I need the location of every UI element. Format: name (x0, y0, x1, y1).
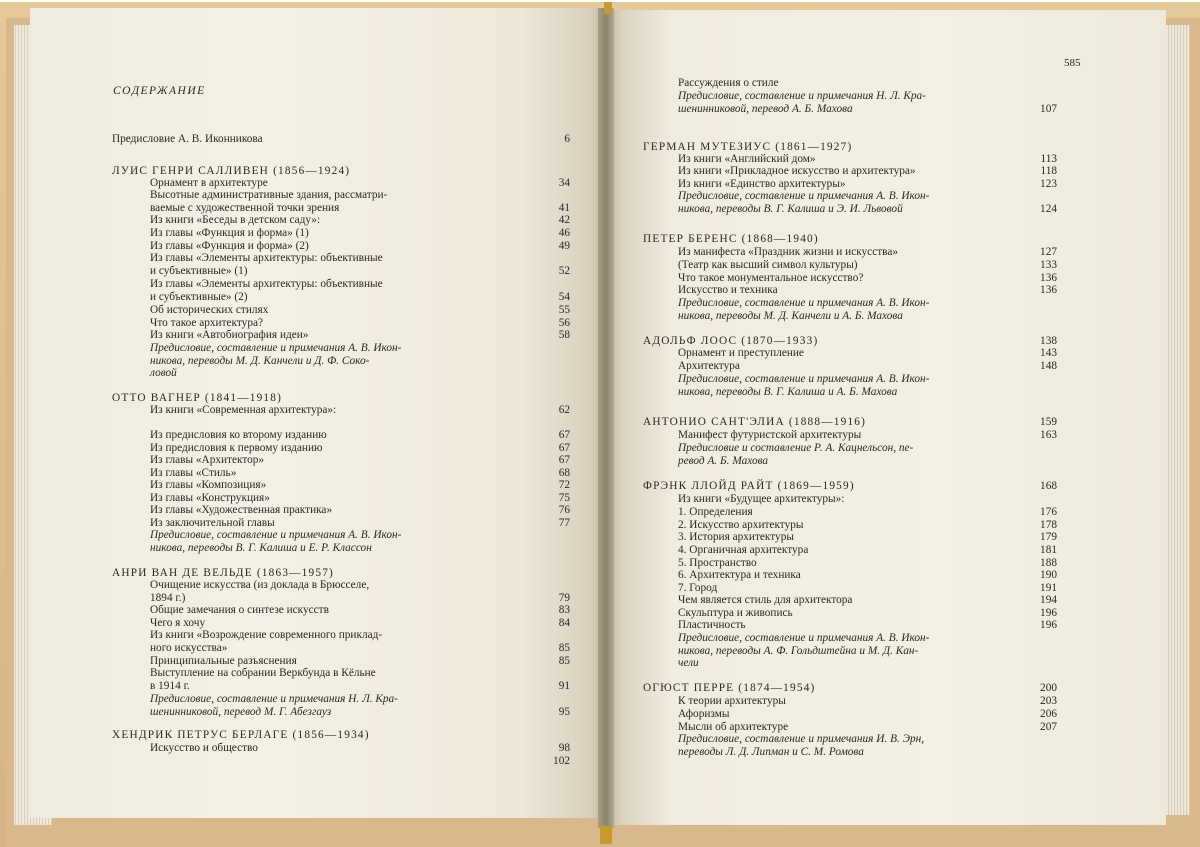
toc-page-number: 55 (558, 304, 570, 316)
page-number: 585 (1064, 57, 1081, 69)
toc-entry-title (150, 479, 266, 492)
toc-page-number: 52 (558, 264, 570, 277)
toc-entry-title (678, 721, 788, 734)
toc-entry-line: Пластичность (678, 619, 746, 631)
toc-entry-line: ваемые с художественной точки зрения (150, 201, 340, 214)
toc-entry-line: Из главы «Стиль» (150, 467, 237, 479)
bookmark-ribbon-top (604, 2, 612, 14)
toc-entry-line: Орнамент и преступление (678, 347, 804, 359)
toc-entry-title (678, 557, 757, 570)
toc-entry-line: и субъективные» (1) (150, 264, 248, 277)
toc-entry-title (678, 272, 863, 285)
toc-entry-title (678, 284, 778, 297)
toc-page-number: 188 (1040, 557, 1057, 569)
toc-entry-line: Принципиальные разъяснения (150, 655, 297, 667)
toc-entry-line: Предисловие, составление и примечания И. В. Эрн, (678, 733, 925, 745)
toc-entry-line: ОГЮСТ ПЕРРЕ (1874—1954) (643, 682, 816, 694)
toc-entry-title (112, 133, 263, 146)
toc-page-number: 91 (558, 679, 570, 692)
toc-entry-line: 6. Архитектура и техника (678, 569, 801, 581)
toc-entry-line: и субъективные» (2) (150, 290, 248, 303)
toc-page-number: 76 (558, 504, 570, 516)
toc-page-number: 102 (553, 755, 570, 767)
toc-page-number: 62 (558, 404, 570, 416)
toc-entry-line: ХЕНДРИК ПЕТРУС БЕРЛАГЕ (1856—1934) (112, 729, 370, 741)
toc-entry-title (150, 504, 332, 517)
author-heading (112, 567, 334, 580)
editorial-note (678, 190, 929, 215)
toc-entry-line: Из главы «Элементы архитектуры: объективные (150, 278, 383, 290)
bookmark-ribbon (600, 826, 612, 844)
toc-page-number: 206 (1040, 708, 1057, 720)
toc-entry-title (678, 569, 801, 582)
left-page (30, 8, 608, 818)
toc-entry-title (678, 153, 816, 166)
toc-entry-title (150, 492, 270, 505)
toc-entry-line: Из главы «Функция и форма» (1) (150, 227, 309, 239)
toc-page-number: 118 (1040, 165, 1057, 177)
toc-entry-line: ловой (150, 367, 177, 380)
toc-entry-line: 2. Искусство архитектуры (678, 519, 804, 531)
toc-entry-line: Предисловие, составление и примечания А. В. Икон- (150, 529, 402, 541)
toc-entry-line: Архитектура (678, 360, 740, 372)
toc-page-number: 124 (1040, 202, 1057, 215)
toc-entry-line: Очищение искусства (из доклада в Брюсселе, (150, 579, 370, 591)
toc-page-number: 200 (1040, 682, 1057, 694)
toc-entry-line: Из книги «Автобиография идеи» (150, 329, 309, 341)
editorial-note (678, 373, 929, 398)
toc-entry-line: Манифест футуристской архитектуры (678, 429, 862, 441)
toc-page-number: 113 (1040, 153, 1057, 165)
toc-entry-title (150, 189, 387, 214)
toc-page-number: 178 (1040, 519, 1057, 531)
toc-entry-line: Рассуждения о стиле (678, 77, 779, 89)
toc-entry-line: Из предисловия к первому изданию (150, 442, 323, 454)
toc-entry-title (150, 304, 268, 317)
toc-entry-title (678, 246, 898, 259)
toc-page-number: 42 (558, 214, 570, 226)
toc-entry-line: Из книги «Беседы в детском саду»: (150, 214, 321, 226)
toc-entry-line: никова, переводы В. Г. Калиша и А. Б. Махова (678, 385, 898, 398)
toc-entry-line: Предисловие, составление и примечания А. В. Икон- (678, 297, 930, 309)
author-heading (112, 729, 370, 742)
toc-entry-title (678, 619, 746, 632)
toc-entry-title (150, 214, 320, 227)
toc-page-number: 75 (558, 492, 570, 504)
toc-page-number: 196 (1040, 607, 1057, 619)
toc-entry-line: Чем является стиль для архитектора (678, 594, 853, 606)
toc-entry-title (150, 240, 309, 253)
toc-entry-line: Предисловие, составление и примечания А. В. Икон- (678, 190, 930, 202)
toc-entry-title (150, 629, 382, 654)
toc-page-number: 203 (1040, 695, 1057, 707)
toc-entry-line: Из предисловия ко второму изданию (150, 429, 327, 441)
toc-page-number: 191 (1040, 582, 1057, 594)
toc-entry-line: Что такое архитектура? (150, 317, 263, 329)
author-heading (643, 416, 866, 429)
author-heading (112, 392, 282, 405)
toc-page-number: 85 (558, 641, 570, 654)
toc-page-number: 41 (558, 201, 570, 214)
toc-entry-line: АНРИ ВАН ДЕ ВЕЛЬДЕ (1863—1957) (112, 567, 335, 579)
toc-entry-line: никова, переводы М. Д. Канчели и А. Б. Махова (678, 309, 903, 322)
toc-entry-title (150, 429, 327, 442)
toc-entry-line: в 1914 г. (150, 679, 190, 692)
toc-entry-line: Предисловие, составление и примечания А. В. Икон- (150, 342, 402, 354)
toc-page-number: 46 (558, 227, 570, 239)
editorial-note (150, 529, 401, 554)
toc-entry-line: шенинниковой, перевод М. Г. Абезгауз (150, 705, 332, 718)
toc-page-number: 179 (1040, 531, 1057, 543)
toc-page-number: 136 (1040, 272, 1057, 284)
toc-page-number: 136 (1040, 284, 1057, 296)
contents-heading: СОДЕРЖАНИЕ (113, 85, 206, 97)
toc-entry-line: ОТТО ВАГНЕР (1841—1918) (112, 392, 283, 404)
toc-entry-line: никова, переводы М. Д. Канчели и Д. Ф. Соко- (150, 354, 370, 367)
author-heading (112, 165, 350, 178)
toc-entry-line: Предисловие, составление и примечания А. В. Икон- (678, 373, 930, 385)
toc-page-number: 176 (1040, 506, 1057, 518)
toc-entry-title (678, 429, 861, 442)
toc-entry-line: Из главы «Элементы архитектуры: объективные (150, 252, 383, 264)
toc-entry-title (150, 404, 336, 417)
toc-entry-line: 7. Город (678, 582, 718, 594)
author-heading (643, 335, 818, 348)
author-heading (643, 480, 855, 493)
toc-entry-title (678, 708, 729, 721)
toc-entry-title (150, 617, 205, 630)
toc-entry-title (678, 506, 753, 519)
toc-entry-line: Что такое монументальное искусство? (678, 272, 864, 284)
toc-page-number: 159 (1040, 416, 1057, 428)
toc-entry-title (678, 77, 778, 90)
toc-entry-line: чели (678, 657, 699, 670)
toc-entry-line: Из заключительной главы (150, 517, 275, 529)
toc-page-number: 49 (558, 240, 570, 252)
toc-entry-title (678, 259, 858, 272)
toc-page-number: 85 (558, 655, 570, 667)
toc-entry-line: Предисловие, составление и примечания А. В. Икон- (678, 632, 930, 644)
toc-entry-line: Об исторических стилях (150, 304, 269, 316)
toc-entry-line: Искусство и общество (150, 742, 258, 754)
toc-page-number: 67 (558, 429, 570, 441)
toc-page-number: 56 (558, 317, 570, 329)
toc-entry-line: шенинниковой, перевод А. Б. Махова (678, 102, 853, 115)
toc-entry-line: 5. Пространство (678, 557, 757, 569)
toc-entry-title (150, 655, 297, 668)
toc-page-number: 6 (564, 133, 570, 145)
toc-entry-line: Предисловие, составление и примечания Н. Л. Кра- (150, 693, 398, 705)
toc-entry-line: Выступление на собрании Веркбунда в Кёльне (150, 667, 376, 679)
toc-page-number: 84 (558, 617, 570, 629)
toc-page-number: 133 (1040, 259, 1057, 271)
toc-page-number: 190 (1040, 569, 1057, 581)
toc-page-number: 95 (558, 705, 570, 718)
toc-entry-title (150, 442, 322, 455)
toc-entry-line: АДОЛЬФ ЛООС (1870—1933) (643, 335, 819, 347)
toc-page-number: 168 (1040, 480, 1057, 492)
editorial-note (678, 442, 913, 467)
toc-page-number: 163 (1040, 429, 1057, 441)
editorial-note (150, 342, 401, 380)
toc-entry-line: никова, переводы А. Ф. Гольдштейна и М. Д. Кан- (678, 644, 919, 657)
toc-entry-line: Из книги «Возрождение современного приклад- (150, 629, 383, 641)
toc-entry-line: Предисловие А. В. Иконникова (112, 133, 263, 145)
toc-entry-line: Из книги «Единство архитектуры» (678, 178, 846, 190)
toc-page-number: 196 (1040, 619, 1057, 631)
editorial-note (678, 632, 929, 670)
toc-page-number: 54 (558, 290, 570, 303)
toc-entry-title (678, 360, 740, 373)
toc-entry-line: 1894 г.) (150, 591, 186, 604)
toc-entry-title (150, 579, 369, 604)
toc-entry-title (678, 544, 808, 557)
toc-entry-title (678, 594, 852, 607)
toc-entry-title (678, 493, 844, 506)
toc-entry-line: Из книги «Английский дом» (678, 153, 816, 165)
toc-entry-line: ЛУИС ГЕНРИ САЛЛИВЕН (1856—1924) (112, 165, 351, 177)
toc-entry-title (150, 742, 258, 755)
toc-entry-line: 4. Органичная архитектура (678, 544, 809, 556)
toc-entry-line: Искусство и техника (678, 284, 778, 296)
toc-page-number: 58 (558, 329, 570, 341)
toc-entry-title (678, 178, 846, 191)
toc-page-number: 127 (1040, 246, 1057, 258)
editorial-note (678, 733, 924, 758)
toc-page-number: 148 (1040, 360, 1057, 372)
toc-page-number: 67 (558, 454, 570, 466)
toc-entry-line: Из манифеста «Праздник жизни и искусства» (678, 246, 898, 258)
editorial-note (678, 90, 926, 115)
toc-page-number: 68 (558, 467, 570, 479)
toc-entry-line: ФРЭНК ЛЛОЙД РАЙТ (1869—1959) (643, 480, 855, 492)
toc-page-number: 207 (1040, 721, 1057, 733)
toc-entry-line: Предисловие, составление и примечания Н. Л. Кра- (678, 90, 926, 102)
toc-entry-title (678, 531, 794, 544)
toc-entry-line: переводы Л. Д. Липман и С. М. Ромова (678, 745, 864, 758)
toc-entry-line: Общие замечания о синтезе искусств (150, 604, 329, 616)
toc-page-number: 34 (558, 177, 570, 189)
author-heading (643, 233, 819, 246)
toc-entry-line: К теории архитектуры (678, 695, 786, 707)
toc-entry-line: Из книги «Будущее архитектуры»: (678, 493, 845, 505)
toc-entry-line: ГЕРМАН МУТЕЗИУС (1861—1927) (643, 141, 853, 153)
toc-entry-title (150, 667, 376, 692)
toc-entry-title (678, 347, 804, 360)
right-page (606, 10, 1166, 825)
toc-page-number: 98 (558, 742, 570, 754)
toc-entry-line: Орнамент в архитектуре (150, 177, 268, 189)
toc-entry-line: 3. История архитектуры (678, 531, 794, 543)
toc-entry-title (150, 517, 275, 530)
toc-entry-title (150, 604, 329, 617)
toc-entry-title (150, 467, 236, 480)
toc-entry-line: АНТОНИО САНТ'ЭЛИА (1888—1916) (643, 416, 867, 428)
toc-entry-line: Чего я хочу (150, 617, 206, 629)
toc-entry-title (678, 607, 793, 620)
toc-entry-line: Скульптура и живопись (678, 607, 793, 619)
toc-page-number: 181 (1040, 544, 1057, 556)
toc-entry-line: Афоризмы (678, 708, 730, 720)
toc-entry-title (150, 278, 383, 303)
toc-page-number: 143 (1040, 347, 1057, 359)
toc-page-number: 77 (558, 517, 570, 529)
toc-entry-title (150, 454, 264, 467)
toc-entry-line: ного искусства» (150, 641, 228, 654)
toc-entry-title (150, 252, 383, 277)
toc-entry-line: (Театр как высший символ культуры) (678, 259, 858, 271)
toc-entry-title (678, 695, 786, 708)
toc-page-number: 72 (558, 479, 570, 491)
toc-entry-title (150, 317, 263, 330)
toc-entry-line: ревод А. Б. Махова (678, 454, 769, 467)
toc-page-number: 107 (1040, 102, 1057, 115)
toc-entry-line: Мысли об архитектуре (678, 721, 789, 733)
editorial-note (150, 693, 398, 718)
toc-entry-line: Предисловие и составление Р. А. Кацнельсон, пе- (678, 442, 914, 454)
toc-entry-line: Из главы «Функция и форма» (2) (150, 240, 309, 252)
toc-page-number: 83 (558, 604, 570, 616)
toc-entry-line: Из главы «Композиция» (150, 479, 267, 491)
toc-page-number: 194 (1040, 594, 1057, 606)
toc-page-number: 138 (1040, 335, 1057, 347)
toc-entry-title (150, 227, 309, 240)
toc-entry-line: Из главы «Конструкция» (150, 492, 270, 504)
toc-entry-line: Из книги «Прикладное искусство и архитектура» (678, 165, 916, 177)
toc-entry-line: ПЕТЕР БЕРЕНС (1868—1940) (643, 233, 819, 245)
toc-entry-title (150, 329, 308, 342)
toc-page-number: 67 (558, 442, 570, 454)
book-gutter (598, 8, 614, 828)
toc-entry-line: Из главы «Художественная практика» (150, 504, 333, 516)
toc-entry-line: Из главы «Архитектор» (150, 454, 265, 466)
toc-entry-line: Из книги «Современная архитектура»: (150, 404, 337, 416)
author-heading (643, 141, 852, 154)
toc-page-number: 123 (1040, 178, 1057, 190)
toc-entry-title (678, 519, 803, 532)
toc-entry-line: Высотные административные здания, рассматри- (150, 189, 388, 201)
toc-entry-title (150, 177, 268, 190)
toc-entry-line: 1. Определения (678, 506, 753, 518)
editorial-note (678, 297, 929, 322)
author-heading (643, 682, 816, 695)
toc-entry-line: никова, переводы В. Г. Калиша и Е. Р. Классон (150, 541, 372, 554)
toc-entry-title (678, 582, 717, 595)
toc-page-number: 79 (558, 591, 570, 604)
toc-entry-title (678, 165, 916, 178)
toc-entry-line: никова, переводы В. Г. Калиша и Э. И. Львовой (678, 202, 903, 215)
